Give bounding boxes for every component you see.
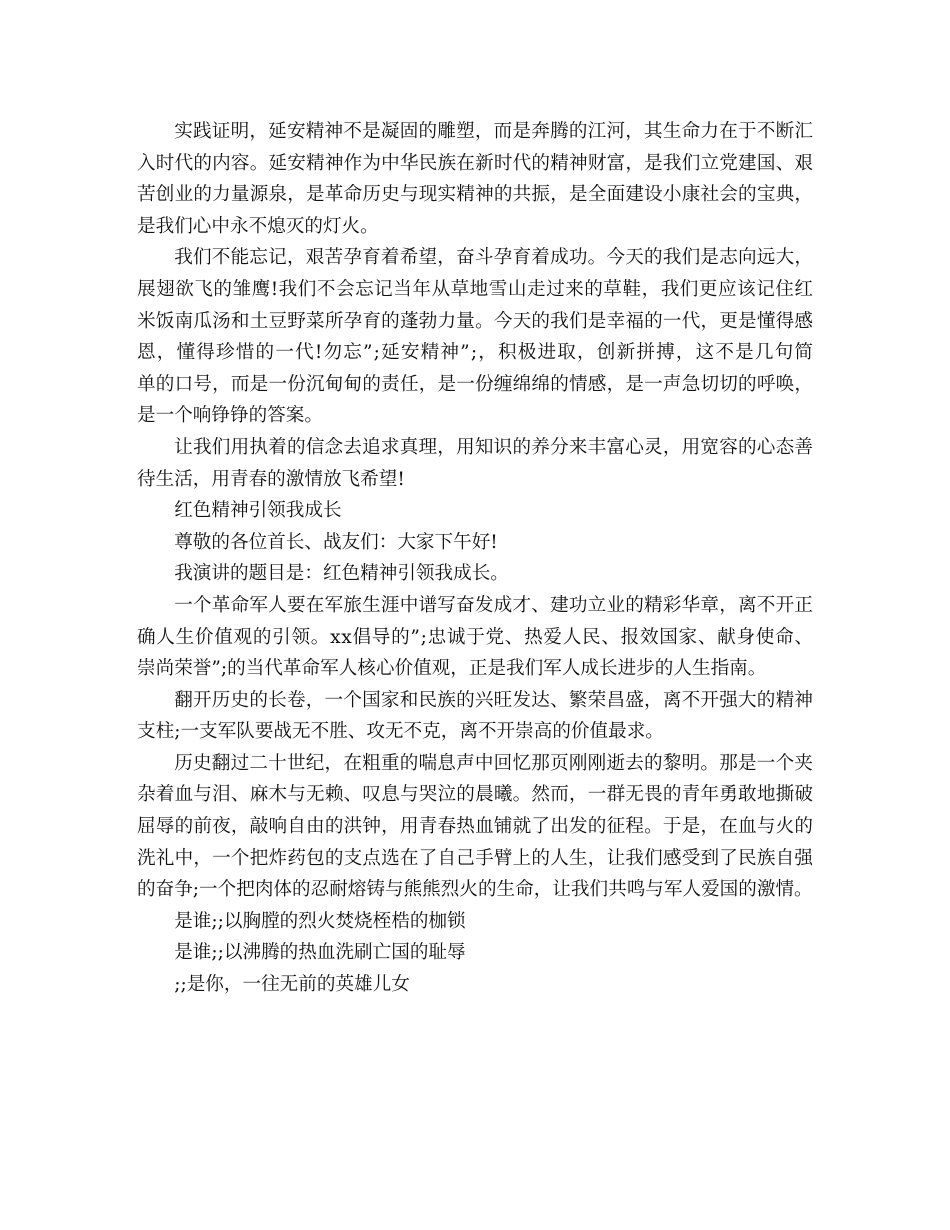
text-line: 崇尚荣誉”;的当代革命军人核心价值观，正是我们军人成长进步的人生指南。 <box>137 658 767 680</box>
text-line: 苦创业的力量源泉，是革命历史与现实精神的共振，是全面建设小康社会的宝典， <box>137 184 814 206</box>
text-line: 历史翻过二十世纪，在粗重的喘息声中回忆那页刚刚逝去的黎明。那是一个夹 <box>174 752 814 774</box>
text-line: 单的口号，而是一份沉甸甸的责任，是一份缠绵绵的情感，是一声急切切的呼唤， <box>137 373 814 395</box>
paragraph <box>137 685 813 748</box>
text-line: 恩，懂得珍惜的一代!勿忘”;延安精神”;，积极进取，创新拼搏，这不是几句简 <box>137 342 815 364</box>
text-line: 翻开历史的长卷，一个国家和民族的兴旺发达、繁荣昌盛，离不开强大的精神 <box>174 689 814 711</box>
paragraph <box>137 527 813 559</box>
text-line: 杂着血与泪、麻木与无赖、叹息与哭泣的晨曦。然而，一群无畏的青年勇敢地撕破 <box>137 784 814 806</box>
text-line: 红色精神引领我成长 <box>174 500 342 522</box>
paragraph <box>137 906 813 938</box>
text-line: 是谁;;以胸膛的烈火焚烧桎梏的枷锁 <box>174 910 466 932</box>
text-line: 我演讲的题目是：红色精神引领我成长。 <box>174 563 509 585</box>
text-line: 的奋争;一个把肉体的忍耐熔铸与熊熊烈火的生命，让我们共鸣与军人爱国的激情。 <box>137 879 813 901</box>
paragraph <box>137 116 813 242</box>
text-line: 米饭南瓜汤和土豆野菜所孕育的蓬勃力量。今天的我们是幸福的一代，更是懂得感 <box>137 310 814 332</box>
paragraph <box>137 590 813 685</box>
text-line: 是我们心中永不熄灭的灯火。 <box>137 215 379 237</box>
text-line: 是谁;;以沸腾的热血洗刷亡国的耻辱 <box>174 942 466 964</box>
text-line: 待生活，用青春的激情放飞希望! <box>137 468 405 490</box>
text-line: 入时代的内容。延安精神作为中华民族在新时代的精神财富，是我们立党建国、艰 <box>137 152 814 174</box>
paragraph <box>137 969 813 1001</box>
text-line: 支柱;一支军队要战无不胜、攻无不克，离不开崇高的价值最求。 <box>137 721 664 743</box>
text-line: 一个革命军人要在军旅生涯中谱写奋发成才、建功立业的精彩华章，离不开正 <box>174 594 814 616</box>
paragraph <box>137 495 813 527</box>
text-line: 让我们用执着的信念去追求真理，用知识的养分来丰富心灵，用宽容的心态善 <box>174 436 814 458</box>
text-line: 展翅欲飞的雏鹰!我们不会忘记当年从草地雪山走过来的草鞋，我们更应该记住红 <box>137 278 814 300</box>
paragraph <box>137 558 813 590</box>
text-line: 尊敬的各位首长、战友们：大家下午好! <box>174 531 498 553</box>
text-line: 洗礼中，一个把炸药包的支点选在了自己手臂上的人生，让我们感受到了民族自强 <box>137 847 814 869</box>
paragraph <box>137 242 813 432</box>
paragraph <box>137 432 813 495</box>
paragraph <box>137 748 813 906</box>
text-line: 我们不能忘记，艰苦孕育着希望，奋斗孕育着成功。今天的我们是志向远大， <box>174 247 814 269</box>
text-line: 是一个响铮铮的答案。 <box>137 405 323 427</box>
text-line: 确人生价值观的引领。xx倡导的”;忠诚于党、热爱人民、报效国家、献身使命、 <box>137 626 814 648</box>
text-line: 实践证明，延安精神不是凝固的雕塑，而是奔腾的江河，其生命力在于不断汇 <box>174 121 814 142</box>
document-body <box>137 116 813 1001</box>
paragraph <box>137 937 813 969</box>
text-line: 屈辱的前夜，敲响自由的洪钟，用青春热血铺就了出发的征程。于是，在血与火的 <box>137 816 814 838</box>
text-line: ;;是你，一往无前的英雄儿女 <box>174 974 410 996</box>
